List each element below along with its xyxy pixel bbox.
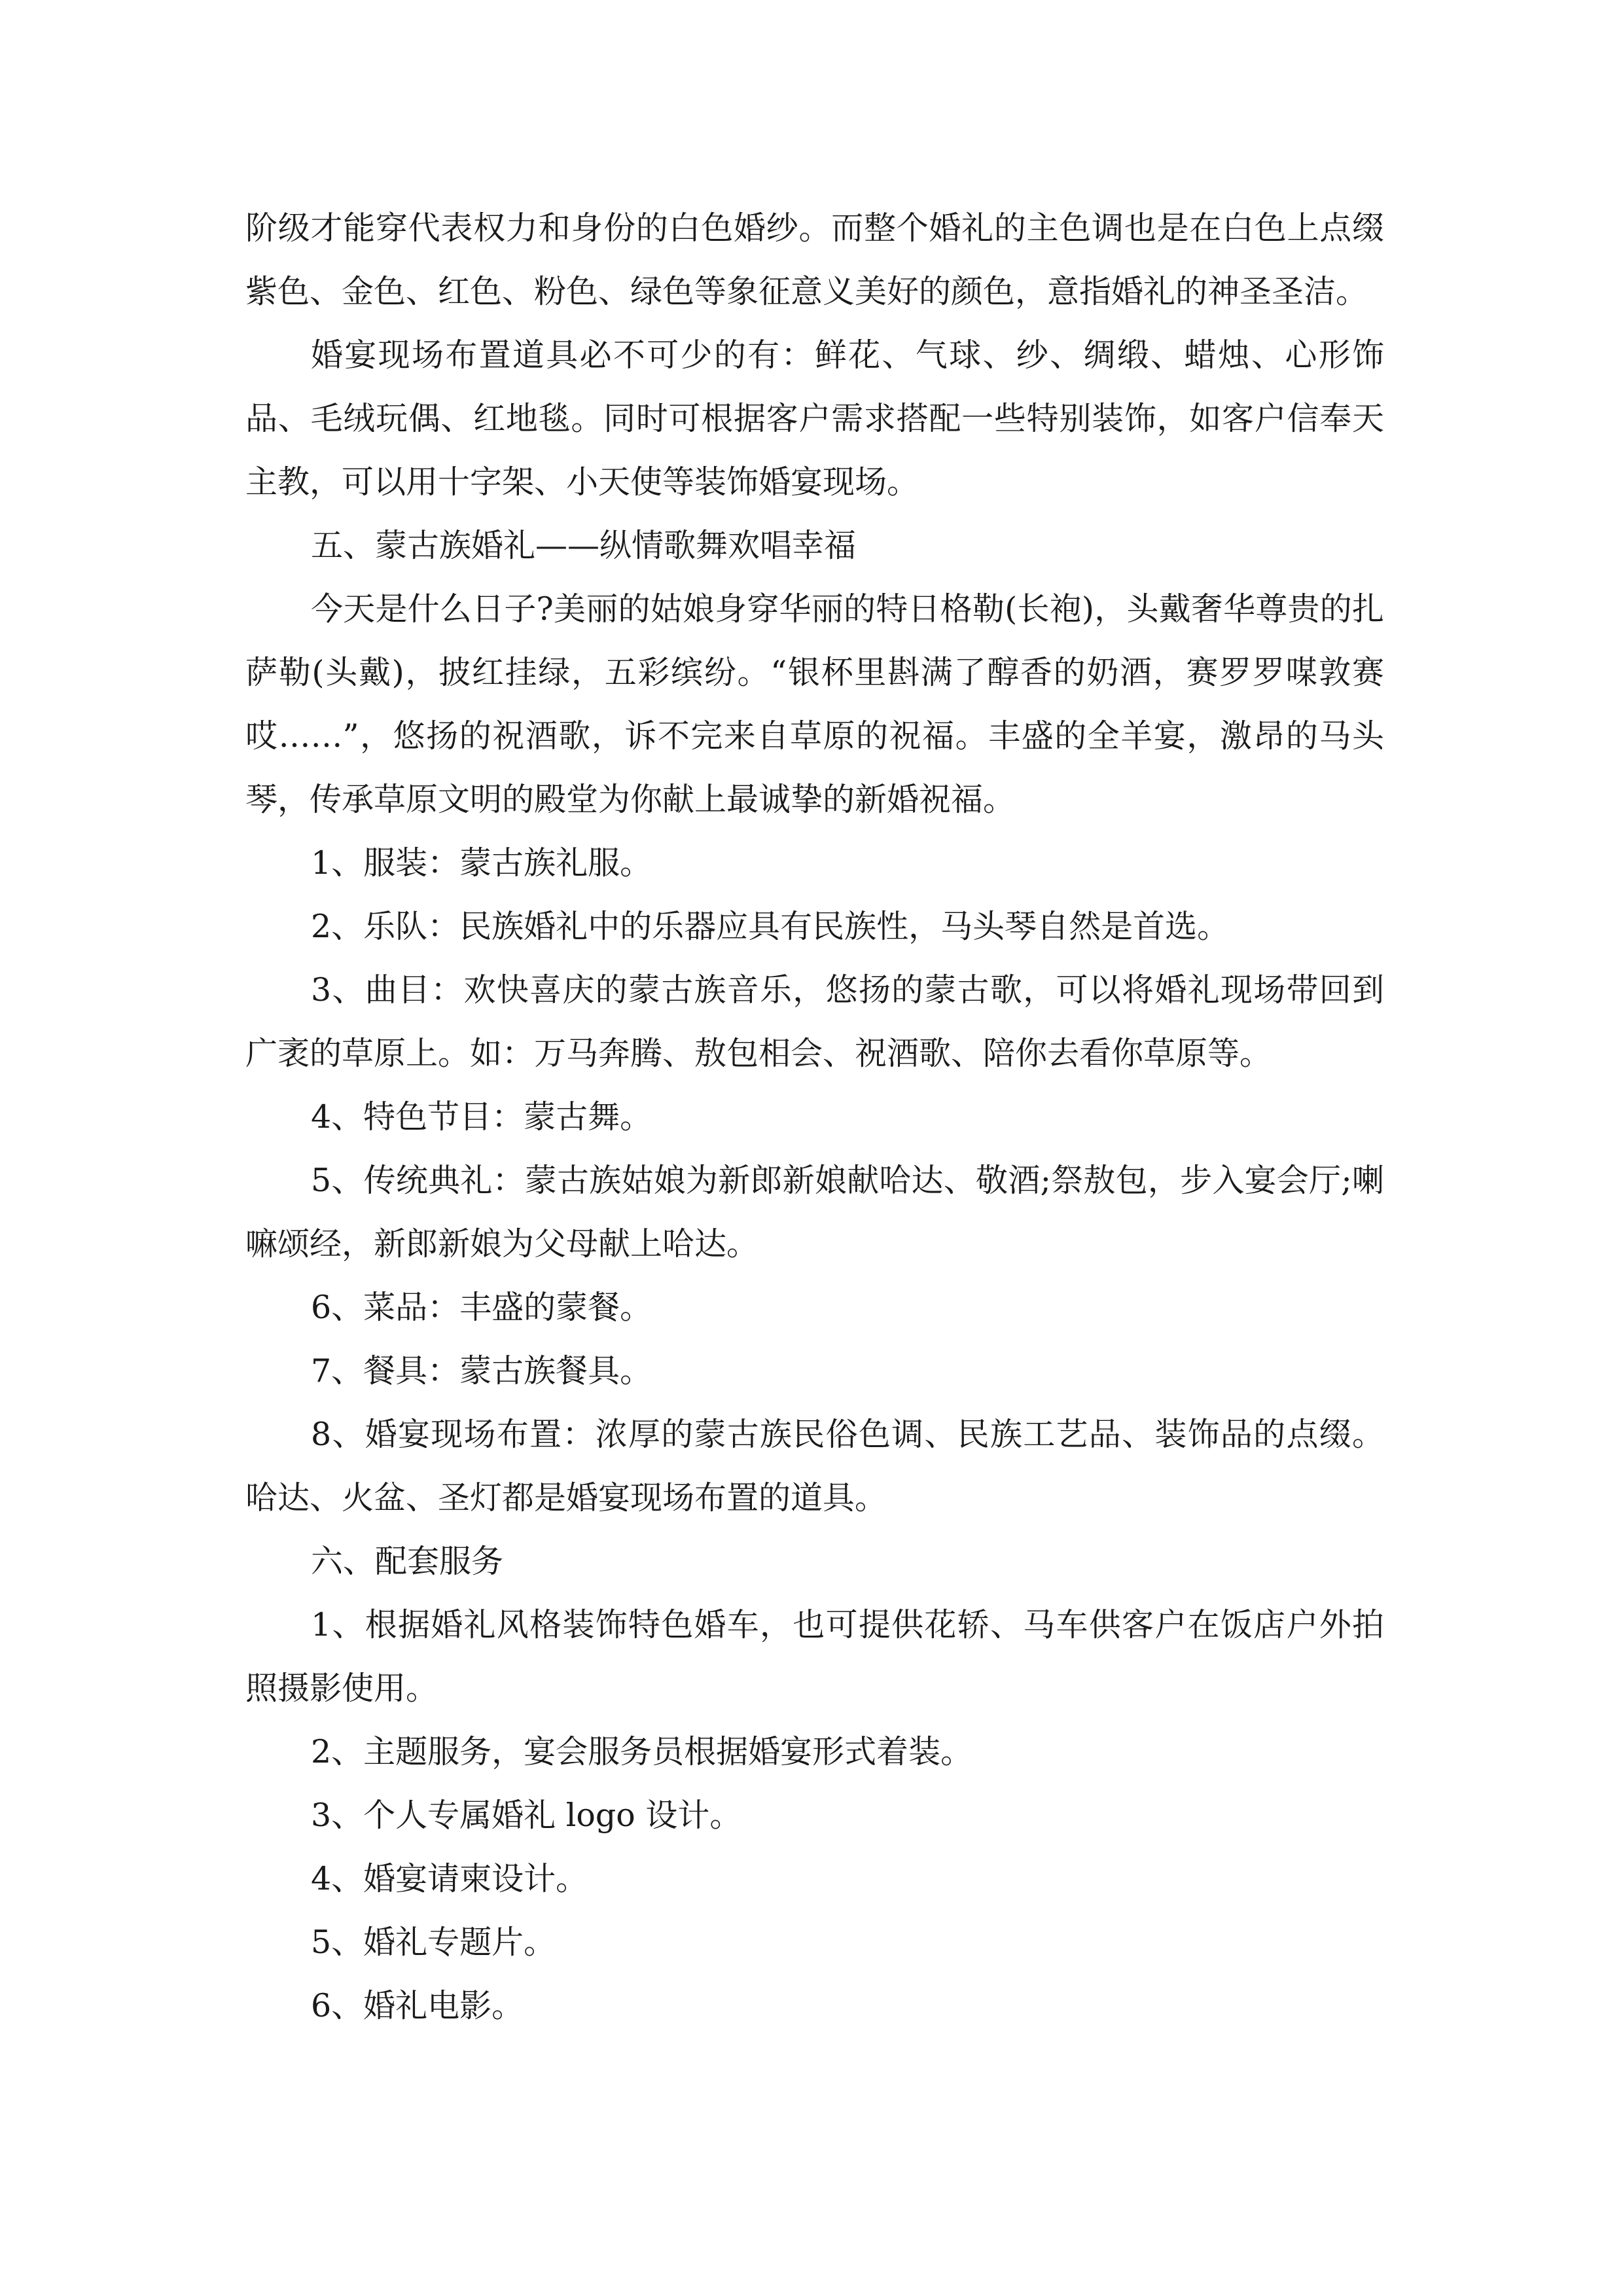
list-item: 3、曲目：欢快喜庆的蒙古族音乐，悠扬的蒙古歌，可以将婚礼现场带回到广袤的草原上。如：万马奔腾、敖包相会、祝酒歌、陪你去看你草原等。 [245, 971, 1384, 1072]
paragraph: 婚宴现场布置道具必不可少的有：鲜花、气球、纱、绸缎、蜡烛、心形饰品、毛绒玩偶、红地毯。同时可根据客户需求搭配一些特别装饰，如客户信奉天主教，可以用十字架、小天使等装饰婚宴现场。 [245, 336, 1384, 501]
list-item: 5、传统典礼：蒙古族姑娘为新郎新娘献哈达、敬酒;祭敖包，步入宴会厅;喇嘛颂经，新郎新娘为父母献上哈达。 [245, 1162, 1384, 1263]
list-item: 4、婚宴请柬设计。 [311, 1860, 588, 1897]
list-item: 6、婚礼电影。 [311, 1987, 524, 2024]
list-item: 1、服装：蒙古族礼服。 [311, 844, 652, 882]
list-item: 2、乐队：民族婚礼中的乐器应具有民族性，马头琴自然是首选。 [311, 908, 1230, 945]
list-item: 4、特色节目：蒙古舞。 [311, 1098, 652, 1136]
list-item: 3、个人专属婚礼 logo 设计。 [311, 1797, 742, 1834]
list-item: 1、根据婚礼风格装饰特色婚车，也可提供花轿、马车供客户在饭店户外拍照摄影使用。 [245, 1606, 1384, 1707]
section-heading: 五、蒙古族婚礼——纵情歌舞欢唱幸福 [311, 527, 857, 564]
list-item: 5、婚礼专题片。 [311, 1924, 556, 1961]
paragraph: 今天是什么日子?美丽的姑娘身穿华丽的特日格勒(长袍)，头戴奢华尊贵的扎萨勒(头戴)，披红挂绿，五彩缤纷。“银杯里斟满了醇香的奶酒，赛罗罗㖼敦赛哎……”，悠扬的祝酒歌，诉不完来自草原的祝福。丰盛的全羊宴，激昂的马头琴，传承草原文明的殿堂为你献上最诚挚的新婚祝福。 [245, 590, 1384, 818]
document-body [245, 196, 1384, 2037]
list-item: 6、菜品：丰盛的蒙餐。 [311, 1289, 652, 1326]
section-heading: 六、配套服务 [311, 1543, 504, 1580]
list-item: 8、婚宴现场布置：浓厚的蒙古族民俗色调、民族工艺品、装饰品的点缀。哈达、火盆、圣灯都是婚宴现场布置的道具。 [245, 1416, 1384, 1516]
list-item: 2、主题服务，宴会服务员根据婚宴形式着装。 [311, 1733, 973, 1770]
paragraph: 阶级才能穿代表权力和身份的白色婚纱。而整个婚礼的主色调也是在白色上点缀紫色、金色、红色、粉色、绿色等象征意义美好的颜色，意指婚礼的神圣圣洁。 [245, 209, 1384, 310]
list-item: 7、餐具：蒙古族餐具。 [311, 1352, 652, 1390]
